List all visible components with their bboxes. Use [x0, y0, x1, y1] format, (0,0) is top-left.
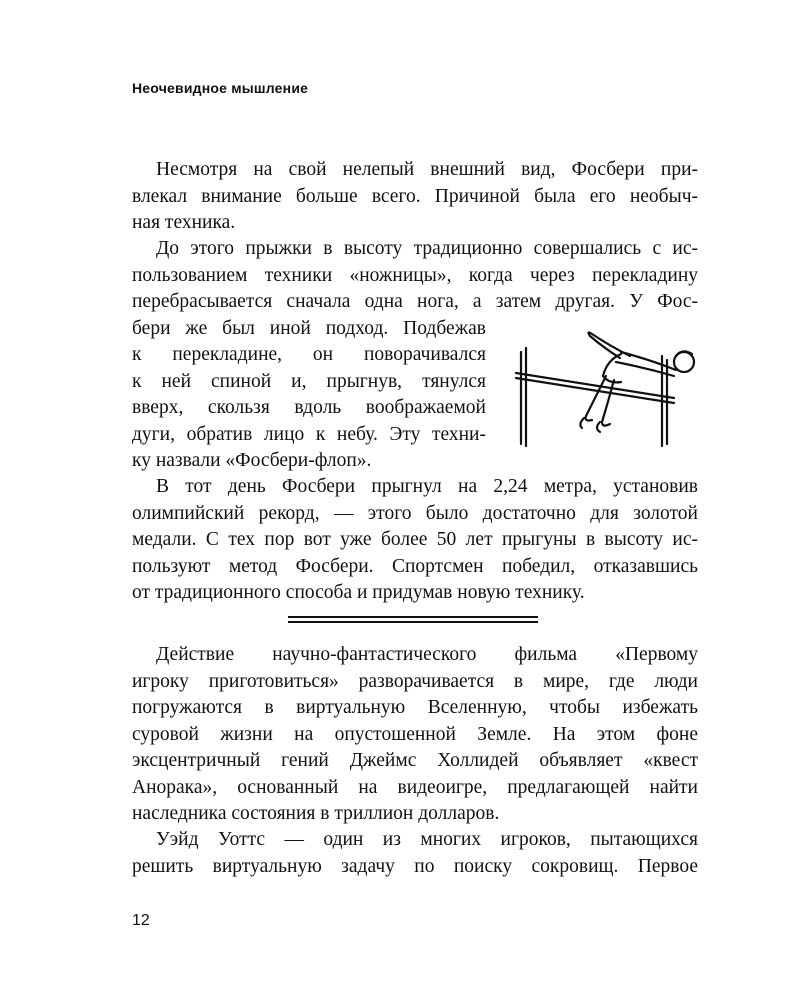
- paragraph-1: [132, 157, 698, 237]
- text-line: перебрасывается сначала одна нога, а затем другая. У Фос-: [132, 291, 698, 312]
- high-jumper-fosbury-flop-icon: [506, 326, 700, 450]
- text-line: Несмотря на свой нелепый внешний вид, Фосбери при-: [156, 159, 698, 180]
- text-line: ная техника.: [132, 212, 236, 233]
- text-line: влекал внимание больше всего. Причиной была его необыч-: [132, 185, 698, 207]
- text-line: игроку приготовиться» разворачивается в мире, где люди: [132, 670, 698, 692]
- paragraph-2-wrap: [132, 316, 486, 475]
- page-number: 12: [132, 912, 150, 929]
- text-line: наследника состояния в триллион долларов.: [132, 803, 500, 824]
- section-divider: [288, 616, 538, 624]
- text-line: суровой жизни на опустошенной Земле. На этом фоне: [132, 723, 698, 745]
- text-line: к перекладине, он поворачивался: [132, 344, 486, 365]
- text-line: вверх, скользя вдоль воображаемой: [132, 397, 486, 418]
- text-line: дуги, обратив лицо к небу. Эту техни-: [132, 423, 486, 445]
- running-head: Неочевидное мышление: [132, 80, 309, 96]
- text-line: пользованием техники «ножницы», когда через перекладину: [132, 264, 698, 286]
- text-line: к ней спиной и, прыгнув, тянулся: [132, 370, 486, 392]
- text-line: бери же был иной подход. Подбежав: [132, 317, 486, 339]
- text-line: погружаются в виртуальную Вселенную, чтобы избежать: [132, 697, 698, 718]
- text-line: эксцентричный гений Джеймс Холлидей объявляет «квест: [132, 750, 698, 771]
- text-line: медали. С тех пор вот уже более 50 лет прыгуны в высоту ис-: [132, 529, 698, 550]
- paragraph-3: [132, 474, 698, 607]
- text-line: от традиционного способа и придумав новую технику.: [132, 582, 585, 603]
- text-line: решить виртуальную задачу по поиску сокровищ. Первое: [132, 855, 698, 877]
- paragraph-5: [132, 827, 698, 880]
- text-line: До этого прыжки в высоту традиционно совершались с ис-: [156, 238, 698, 259]
- text-line: ку назвали «Фосбери-флоп».: [132, 450, 372, 471]
- text-line: пользуют метод Фосбери. Спортсмен победил, отказавшись: [132, 555, 698, 577]
- text-line: В тот день Фосбери прыгнул на 2,24 метра, установив: [156, 476, 698, 497]
- text-line: Анорака», основанный на видеоигре, предлагающей найти: [132, 776, 698, 798]
- text-line: Действие научно-фантастического фильма «Первому: [156, 644, 698, 665]
- text-line: Уэйд Уоттс — один из многих игроков, пытающихся: [156, 829, 698, 850]
- paragraph-2: [132, 236, 698, 316]
- text-line: олимпийский рекорд, — этого было достаточно для золотой: [132, 502, 698, 524]
- paragraph-4: [132, 642, 698, 828]
